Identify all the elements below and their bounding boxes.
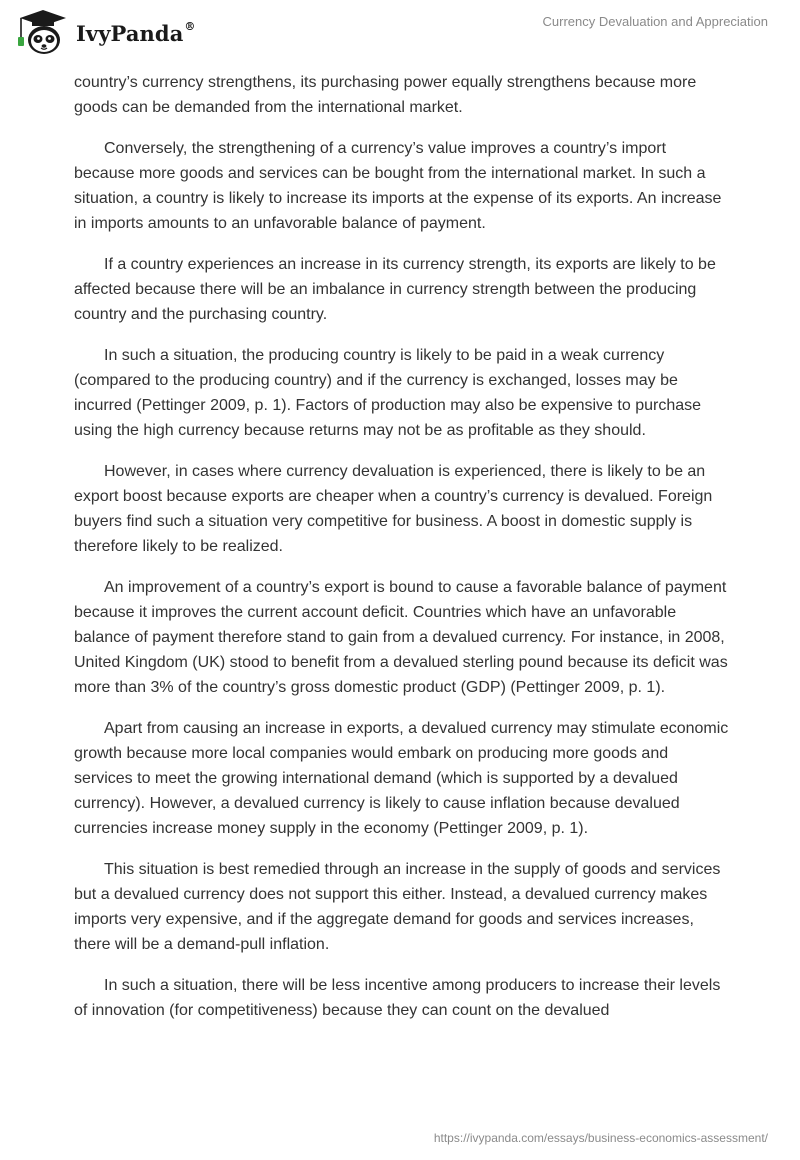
document-title: Currency Devaluation and Appreciation: [542, 14, 768, 29]
paragraph: country’s currency strengthens, its purchasing power equally strengthens because more goods can be demanded from the international market.: [74, 74, 697, 116]
paragraph: Conversely, the strengthening of a currency’s value improves a country’s import because more goods and services can be bought from the international market. In such a situation, a country is likely to increase its imports at the expense of its exports. An increase in imports amounts to an unfavorable balance of payment.: [74, 140, 722, 232]
paragraph: In such a situation, the producing country is likely to be paid in a weak currency (compared to the producing country) and if the currency is exchanged, losses may be incurred (Pettinger 2009, p. 1). Factors of production may also be expensive to purchase using the high currency because returns may not be as profitable as they should.: [74, 347, 702, 439]
brand-name: IvyPanda®: [76, 19, 196, 46]
panda-graduate-icon: [14, 8, 72, 56]
page-header: [0, 0, 800, 62]
paragraph: However, in cases where currency devaluation is experienced, there is likely to be an export boost because exports are cheaper when a country’s currency is devalued. Foreign buyers find such a situation very competitive for business. A boost in domestic supply is therefore likely to be realized.: [74, 463, 713, 555]
paragraph: Apart from causing an increase in exports, a devalued currency may stimulate economic growth because more local companies would embark on producing more goods and services to meet the growing international demand (which is supported by a devalued currency). However, a devalued currency is likely to cause inflation because devalued currencies increase money supply in the economy (Pettinger 2009, p. 1).: [74, 720, 729, 837]
registered-mark: ®: [184, 19, 196, 33]
source-url[interactable]: https://ivypanda.com/essays/business-economics-assessment/: [433, 1131, 768, 1145]
paragraph: This situation is best remedied through an increase in the supply of goods and services but a devalued currency does not support this either. Instead, a devalued currency makes imports very expensive, and if the aggregate demand for goods and services increases, there will be a demand-pull inflation.: [74, 861, 721, 953]
paragraph: If a country experiences an increase in its currency strength, its exports are likely to be affected because there will be an imbalance in currency strength between the producing country and the purchasing country.: [74, 256, 716, 323]
paragraph: In such a situation, there will be less incentive among producers to increase their levels of innovation (for competitiveness) because they can count on the devalued: [74, 977, 721, 1019]
paragraph: An improvement of a country’s export is bound to cause a favorable balance of payment because it improves the current account deficit. Countries which have an unfavorable balance of payment therefore stand to gain from a devalued currency. For instance, in 2008, United Kingdom (UK) stood to benefit from a devalued sterling pound because its deficit was more than 3% of the country’s gross domestic product (GDP) (Pettinger 2009, p. 1).: [74, 579, 728, 696]
brand-logo[interactable]: [14, 8, 196, 56]
essay-body: [74, 70, 730, 1039]
